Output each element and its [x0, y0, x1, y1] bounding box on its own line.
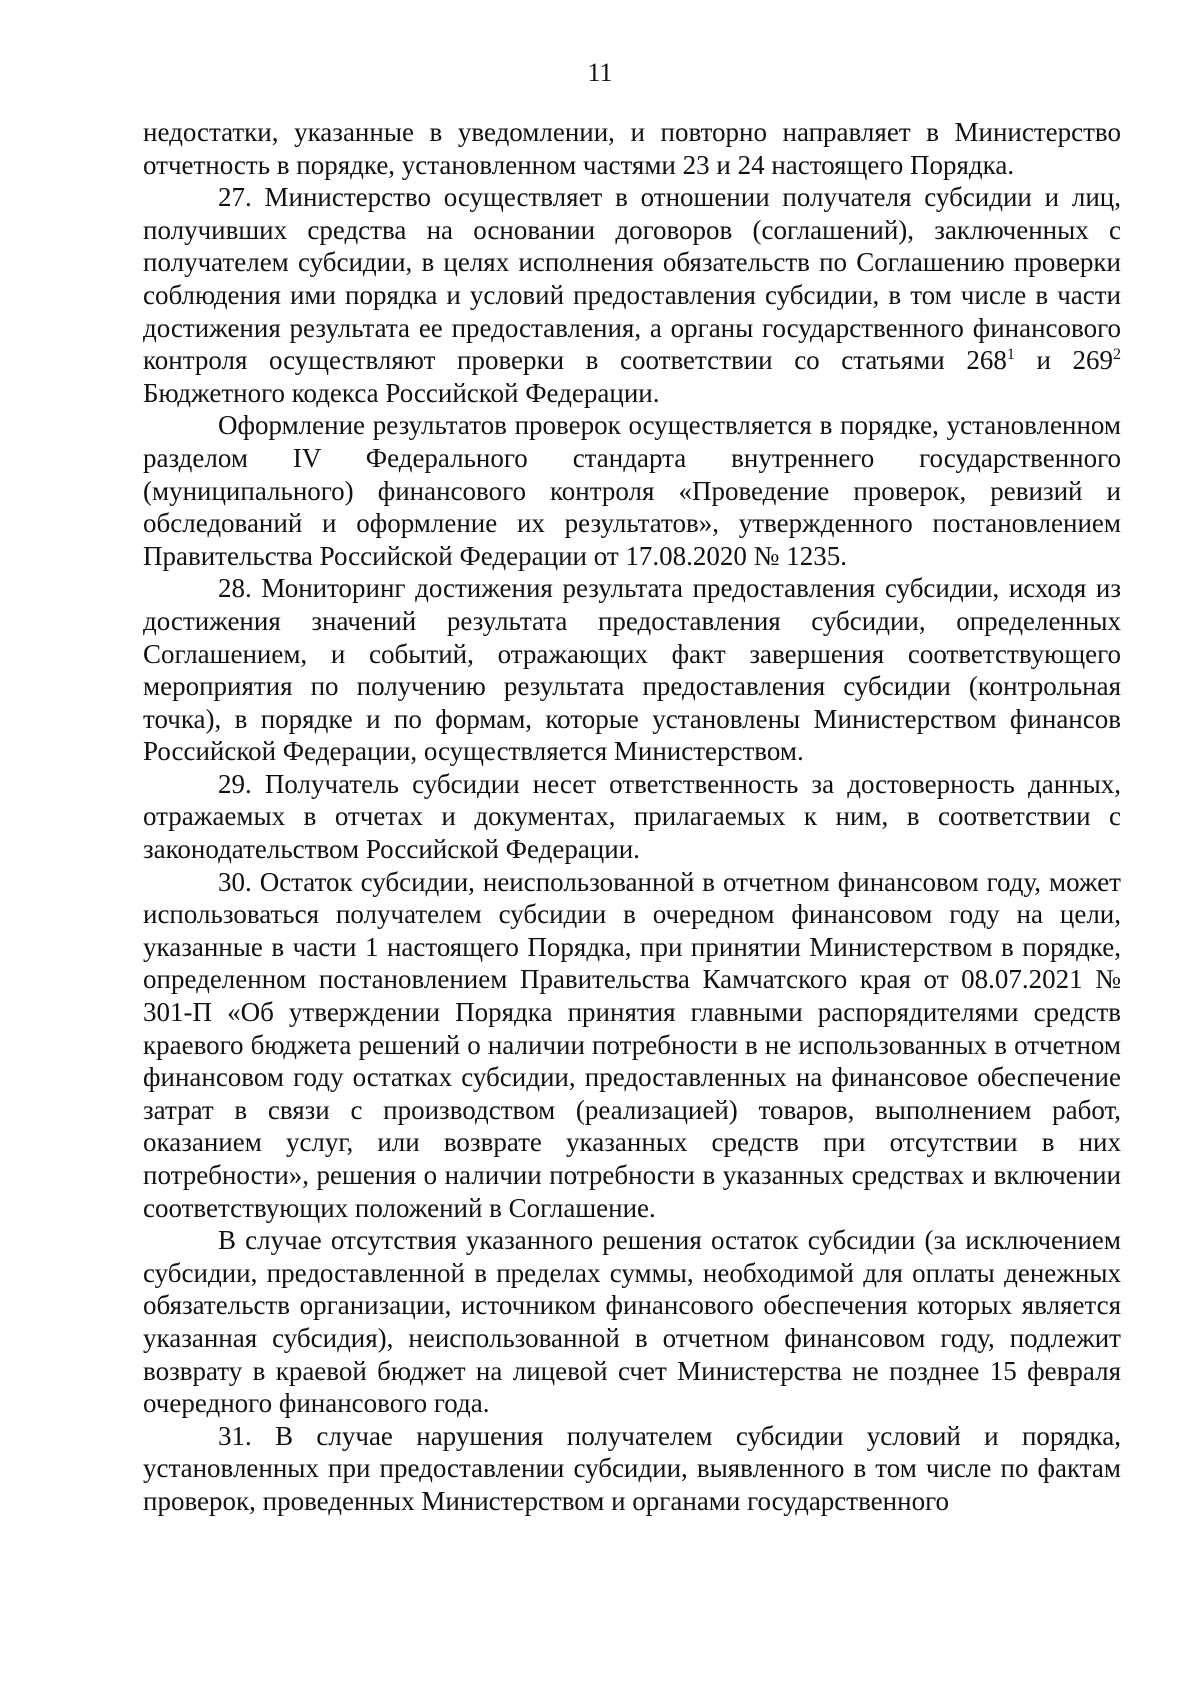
paragraph-28: 28. Мониторинг достижения результата предоставления субсидии, исходя из достижения значений результата предоставления субсидии, определенных Соглашением, и событий, отражающих факт завершения соответствующего мероприятия по получению результата предоставления субсидии (контрольная точка), в порядке и по формам, которые установлены Министерством финансов Российской Федерации, осуществляется Министерством. [143, 573, 1121, 767]
paragraph-30-refund: В случае отсутствия указанного решения остаток субсидии (за исключением субсидии, предоставленной в пределах суммы, необходимой для оплаты денежных обязательств организации, источником финансового обеспечения которых является указанная субсидия), неиспользованной в отчетном финансовом году, подлежит возврату в краевой бюджет на лицевой счет Министерства не позднее 15 февраля очередного финансового года. [143, 1225, 1121, 1419]
paragraph-27: 27. Министерство осуществляет в отношении получателя субсидии и лиц, получивших средства на основании договоров (соглашений), заключенных с получателем субсидии, в целях исполнения обязательств по Соглашению проверки соблюдения ими порядка и условий предоставления субсидии, в том числе в части достижения результата ее предоставления, а органы государственного финансового контроля осуществляют проверки в соответствии со статьями $268^1$ и $269^2$ Бюджетного кодекса Российской Федерации. [143, 182, 1122, 408]
paragraph-31: 31. В случае нарушения получателем субсидии условий и порядка, установленных при предоставлении субсидии, выявленного в том числе по фактам проверок, проведенных Министерством и органами государственного [143, 1420, 1121, 1516]
paragraph-27-inspection-results: Оформление результатов проверок осуществляется в порядке, установленном разделом IV Федерального стандарта внутреннего государственного (муниципального) финансового контроля «Проведение проверок, ревизий и обследований и оформление их результатов», утвержденного постановлением Правительства Российской Федерации от 17.08.2020 № 1235. [143, 410, 1121, 571]
paragraph-29: 29. Получатель субсидии несет ответственность за достоверность данных, отражаемых в отчетах и документах, прилагаемых к ним, в соответствии с законодательством Российской Федерации. [143, 768, 1121, 865]
paragraph-30: 30. Остаток субсидии, неиспользованной в отчетном финансовом году, может использоваться получателем субсидии в очередном финансовом году на цели, указанные в части 1 настоящего Порядка, при принятии Министерством в порядке, определенном постановлением Правительства Камчатского края от 08.07.2021 № 301-П «Об утверждении Порядка принятия главными распорядителями средств краевого бюджета решений о наличии потребности в не использованных в отчетном финансовом году остатках субсидии, предоставленных на финансовое обеспечение затрат в связи с производством (реализацией) товаров, выполнением работ, оказанием услуг, или возврате указанных средств при отсутствии в них потребности», решения о наличии потребности в указанных средствах и включении соответствующих положений в Соглашение. [143, 866, 1121, 1223]
body-text [143, 116, 1121, 1518]
page-number: 11 [587, 58, 613, 87]
paragraph-26-continuation: недостатки, указанные в уведомлении, и повторно направляет в Министерство отчетность в порядке, установленном частями 23 и 24 настоящего Порядка. [143, 117, 1121, 180]
